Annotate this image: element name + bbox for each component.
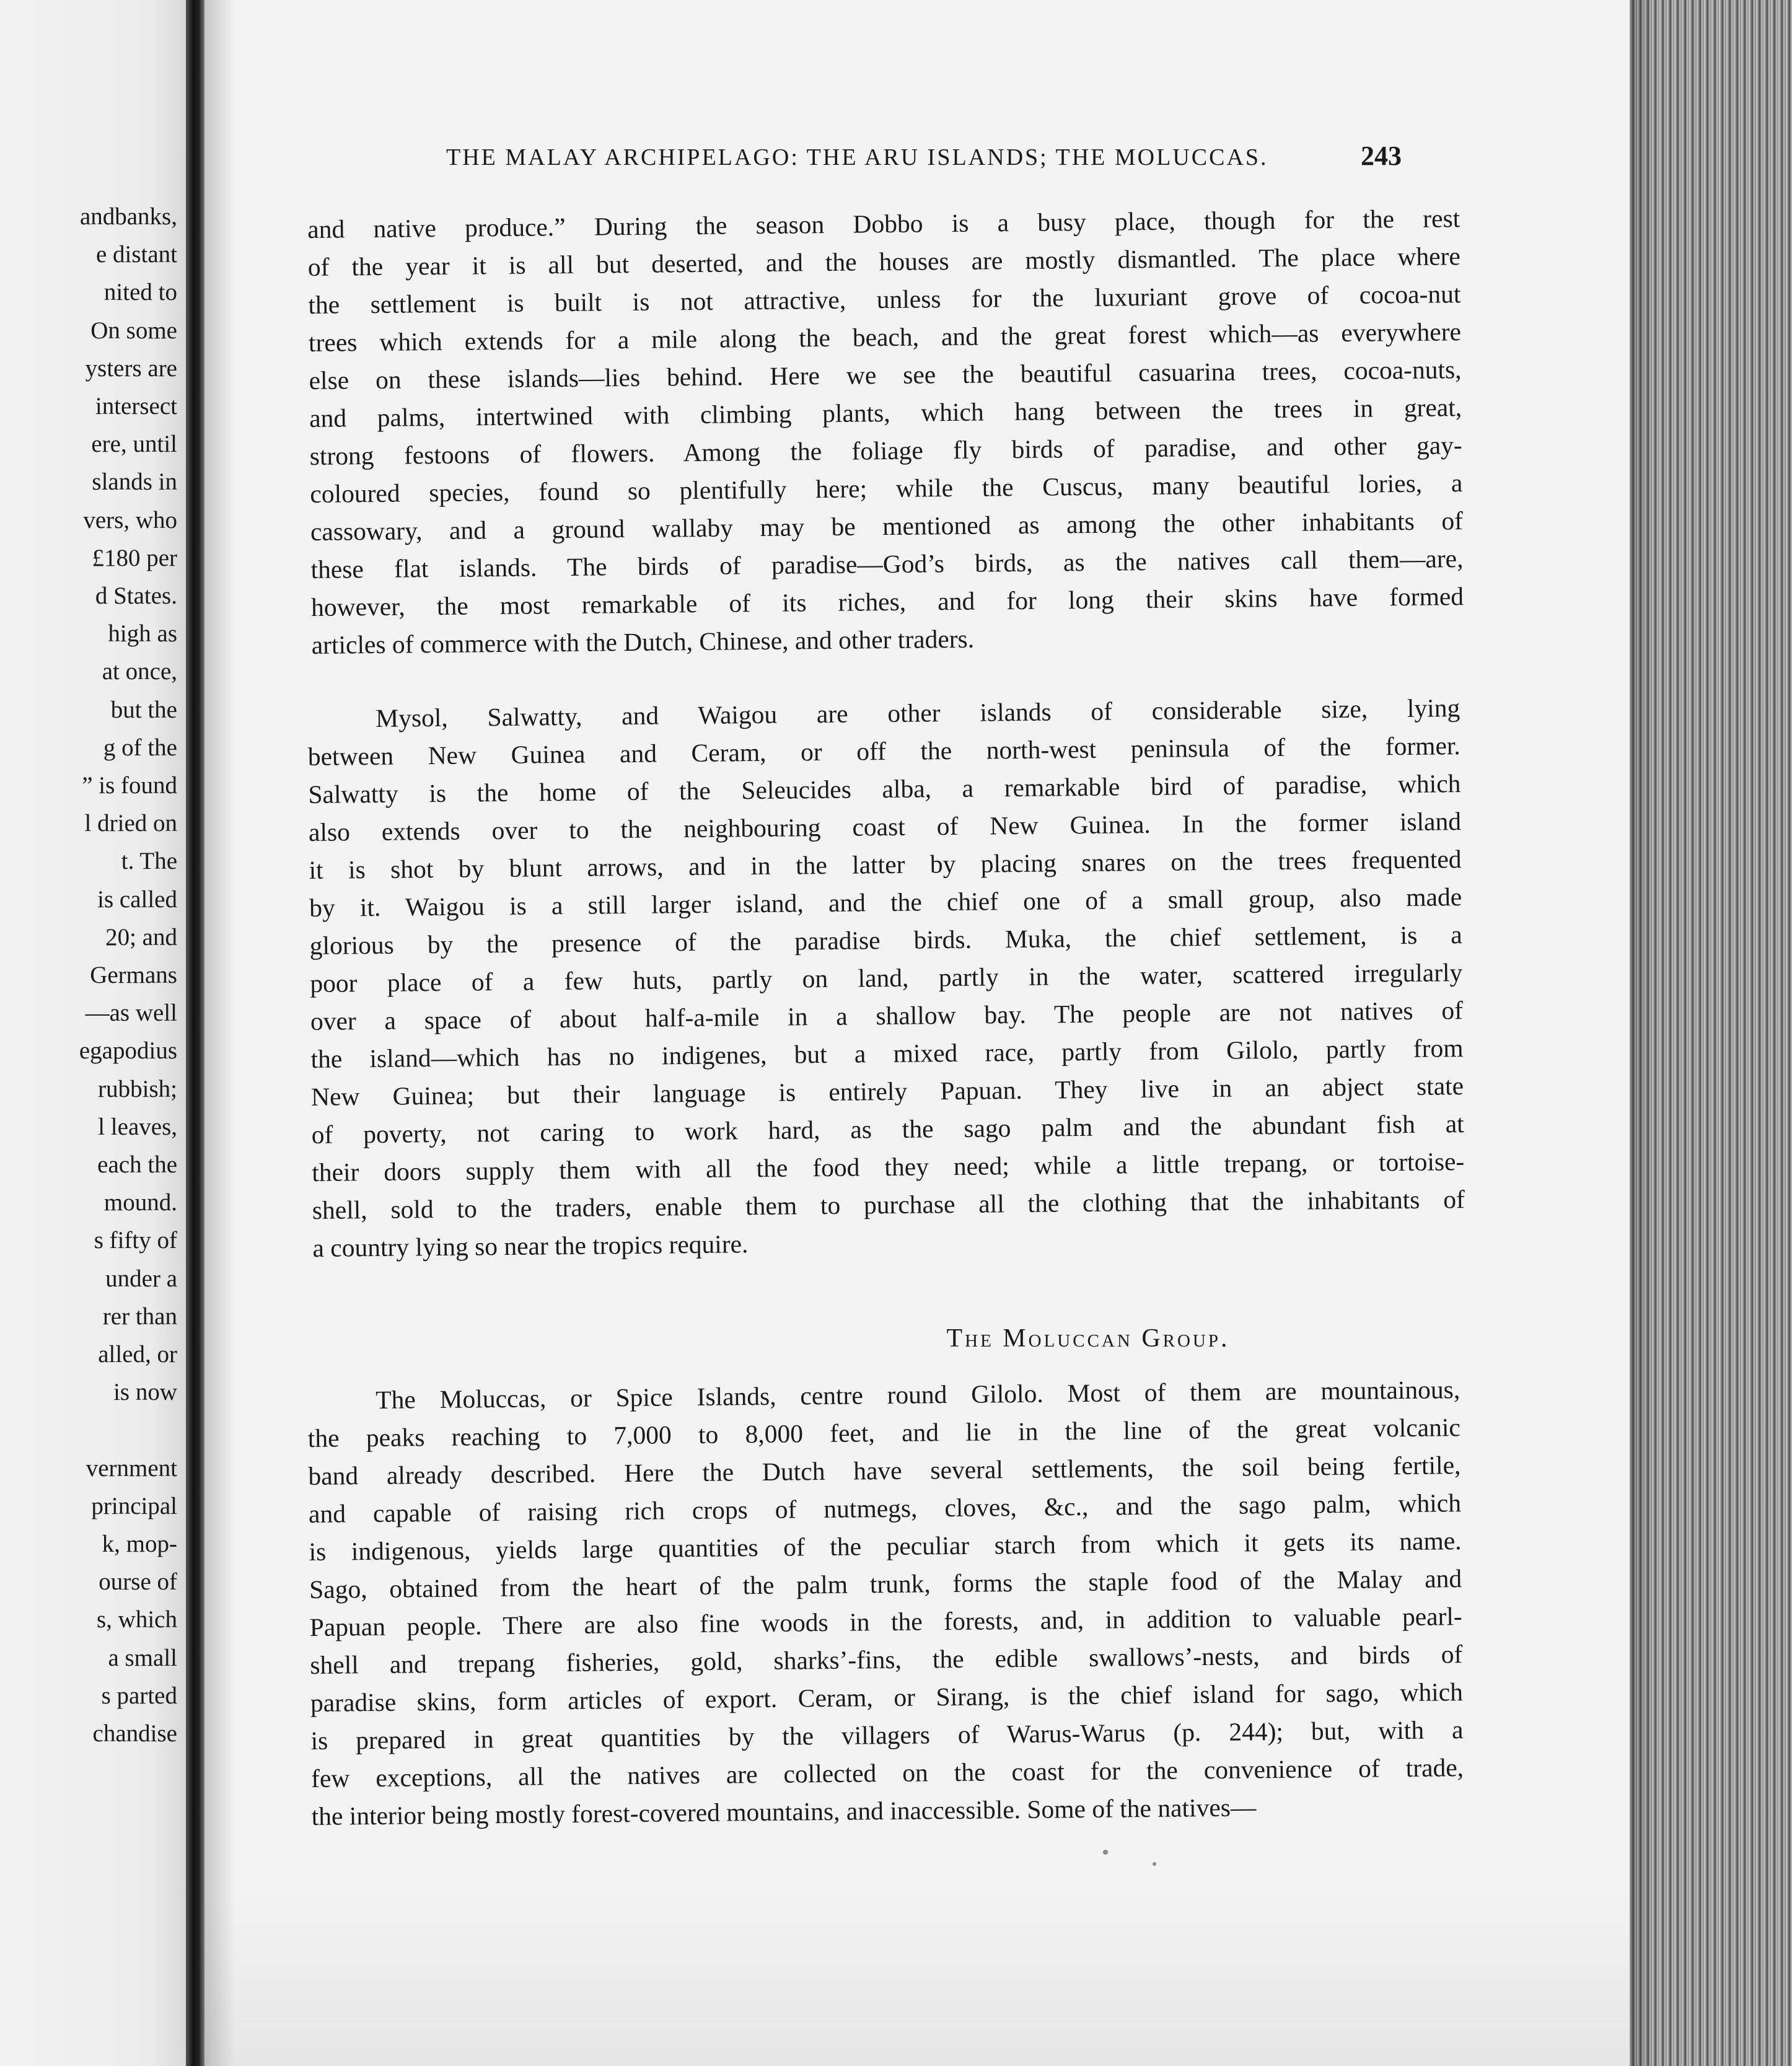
book-gutter [186, 0, 204, 2066]
page-number: 243 [1361, 141, 1402, 171]
text-line: coloured species, found so plentifully here; while the Cuscus, many beautiful lories, a [310, 468, 1463, 508]
text-line: strong festoons of flowers. Among the foliage fly birds of paradise, and other gay- [309, 431, 1462, 470]
left-page-line: £180 per [92, 544, 177, 571]
text-line: cassowary, and a ground wallaby may be mentioned as among the other inhabitants of [310, 506, 1464, 546]
text-line: else on these islands—lies behind. Here we see the beautiful casuarina trees, cocoa-nuts, [309, 355, 1462, 395]
left-page-line: is now [113, 1379, 177, 1406]
text-line: it is shot by blunt arrows, and in the latter by placing snares on the trees frequented [309, 845, 1462, 884]
left-page-line: rubbish; [98, 1075, 177, 1102]
left-page-line: principal [91, 1492, 177, 1519]
left-page-line: vers, who [83, 506, 177, 534]
text-line: by it. Waigou is a still larger island, and the chief one of a small group, also made [309, 882, 1462, 922]
text-line: Mysol, Salwatty, and Waigou are other islands of considerable size, lying [376, 693, 1460, 732]
text-line: paradise skins, form articles of export. Ceram, or Sirang, is the chief island for sago, which [310, 1677, 1464, 1717]
left-page-line: at once, [102, 658, 177, 685]
left-page-line: alled, or [98, 1341, 177, 1368]
left-page-line: s fifty of [94, 1227, 177, 1254]
text-line: is prepared in great quantities by the villagers of Warus-Warus (p. 244); but, with a [310, 1715, 1464, 1755]
text-line: these flat islands. The birds of paradise—God’s birds, as the natives call them—are, [310, 544, 1464, 584]
text-line: Papuan people. There are also fine woods in the forests, and, in addition to valuable pearl- [309, 1602, 1462, 1642]
text-line: The Moluccas, or Spice Islands, centre round Gilolo. Most of them are mountainous, [376, 1375, 1460, 1414]
section-heading-text: The Moluccan Group. [946, 1324, 1230, 1353]
left-page-line: mound. [103, 1189, 177, 1216]
left-page-line: e distant [95, 241, 177, 268]
paragraph-3 [307, 1371, 1464, 1835]
left-page-line: intersect [95, 393, 177, 420]
text-line: between New Guinea and Ceram, or off the north-west peninsula of the former. [307, 731, 1461, 771]
text-line: over a space of about half-a-mile in a shallow bay. The people are not natives of [310, 996, 1464, 1035]
page-bottom-margin [204, 1890, 1630, 2066]
page-stack-shadow [1630, 0, 1654, 2066]
left-page-line: andbanks, [79, 203, 177, 230]
text-line: and palms, intertwined with climbing plants, which hang between the trees in great, [309, 393, 1462, 433]
left-page-line: l leaves, [98, 1113, 177, 1140]
text-line: New Guinea; but their language is entirely Papuan. They live in an abject state [310, 1071, 1464, 1111]
left-page-line: a small [108, 1644, 177, 1671]
left-page-line: vernment [86, 1454, 177, 1482]
left-page-line: d States. [95, 582, 177, 609]
left-page-fragment [0, 0, 186, 2066]
text-line: also extends over to the neighbouring coast of New Guinea. In the former island [308, 807, 1462, 846]
text-line: their doors supply them with all the food they need; while a little trepang, or tortoise- [312, 1147, 1465, 1187]
left-page-line: ourse of [99, 1568, 177, 1596]
text-line: the interior being mostly forest-covered mountains, and inaccessible. Some of the natives— [311, 1793, 1257, 1831]
text-line: trees which extends for a mile along the beach, and the great forest which—as everywhere [308, 317, 1462, 357]
text-line: however, the most remarkable of its riches, and for long their skins have formed [310, 582, 1464, 622]
text-line: the peaks reaching to 7,000 to 8,000 feet, and lie in the line of the great volcanic [307, 1413, 1461, 1453]
text-line: and native produce.” During the season Dobbo is a busy place, though for the rest [307, 204, 1460, 244]
paper-speck [1103, 1850, 1108, 1855]
left-page-line: ysters are [85, 354, 177, 382]
left-page-line: is called [97, 886, 177, 913]
left-page-line: s, which [97, 1606, 177, 1633]
text-line: glorious by the presence of the paradise birds. Muka, the chief settlement, is a [309, 920, 1462, 960]
text-line: band already described. Here the Dutch have several settlements, the soil being fertile, [308, 1451, 1461, 1490]
running-head: THE MALAY ARCHIPELAGO: THE ARU ISLANDS; THE MOLUCCAS. [446, 144, 1268, 170]
left-page-line: chandise [92, 1720, 177, 1747]
left-page-line: under a [105, 1265, 177, 1292]
left-page-line: ere, until [91, 431, 177, 458]
left-page-line: k, mop- [102, 1531, 177, 1557]
text-line: poor place of a few huts, partly on land, partly in the water, scattered irregularly [310, 958, 1463, 998]
paragraph-1 [307, 200, 1464, 664]
left-page-line: t. The [121, 848, 177, 875]
section-heading [0, 1324, 1792, 1353]
left-page-line: nited to [103, 279, 177, 306]
text-line: and capable of raising rich crops of nutmegs, cloves, &c., and the sago palm, which [308, 1488, 1462, 1528]
left-page-line: s parted [101, 1682, 177, 1709]
left-page-line: —as well [85, 1000, 177, 1027]
left-page-line: egapodius [79, 1037, 177, 1065]
text-line: Salwatty is the home of the Seleucides alba, a remarkable bird of paradise, which [308, 769, 1461, 809]
text-line: articles of commerce with the Dutch, Chinese, and other traders. [311, 624, 975, 659]
paper-speck [1153, 1862, 1156, 1866]
text-line: the settlement is built is not attractive, unless for the luxuriant grove of cocoa-nut [308, 279, 1461, 319]
left-page-line: Germans [90, 962, 177, 988]
text-line: Sago, obtained from the heart of the palm trunk, forms the staple food of the Malay and [309, 1564, 1462, 1604]
left-page-line: On some [90, 317, 177, 344]
left-page-line: but the [110, 696, 177, 723]
left-page-line: 20; and [105, 923, 177, 951]
text-line: shell, sold to the traders, enable them to purchase all the clothing that the inhabitants of [312, 1185, 1465, 1224]
gutter-shadow [204, 0, 235, 2066]
text-line: few exceptions, all the natives are collected on the coast for the convenience of trade, [310, 1753, 1464, 1793]
paragraph-2 [307, 689, 1465, 1267]
text-line: the island—which has no indigenes, but a mixed race, partly from Gilolo, partly from [310, 1034, 1464, 1073]
text-line: shell and trepang fisheries, gold, sharks’-fins, the edible swallows’-nests, and birds of [310, 1640, 1463, 1679]
text-line: of poverty, not caring to work hard, as the sago palm and the abundant fish at [311, 1109, 1464, 1149]
left-page-line: slands in [92, 468, 177, 496]
left-page-line: high as [108, 620, 177, 648]
left-page-line: ” is found [82, 772, 177, 799]
left-page-line: each the [97, 1151, 177, 1178]
left-page-line: rer than [102, 1303, 177, 1330]
text-line: of the year it is all but deserted, and the houses are mostly dismantled. The place where [307, 242, 1461, 281]
text-line: is indigenous, yields large quantities of the peculiar starch from which it gets its name. [309, 1526, 1462, 1566]
left-page-line: l dried on [84, 810, 177, 837]
text-line: a country lying so near the tropics require. [312, 1229, 749, 1262]
left-page-line: g of the [103, 734, 177, 761]
